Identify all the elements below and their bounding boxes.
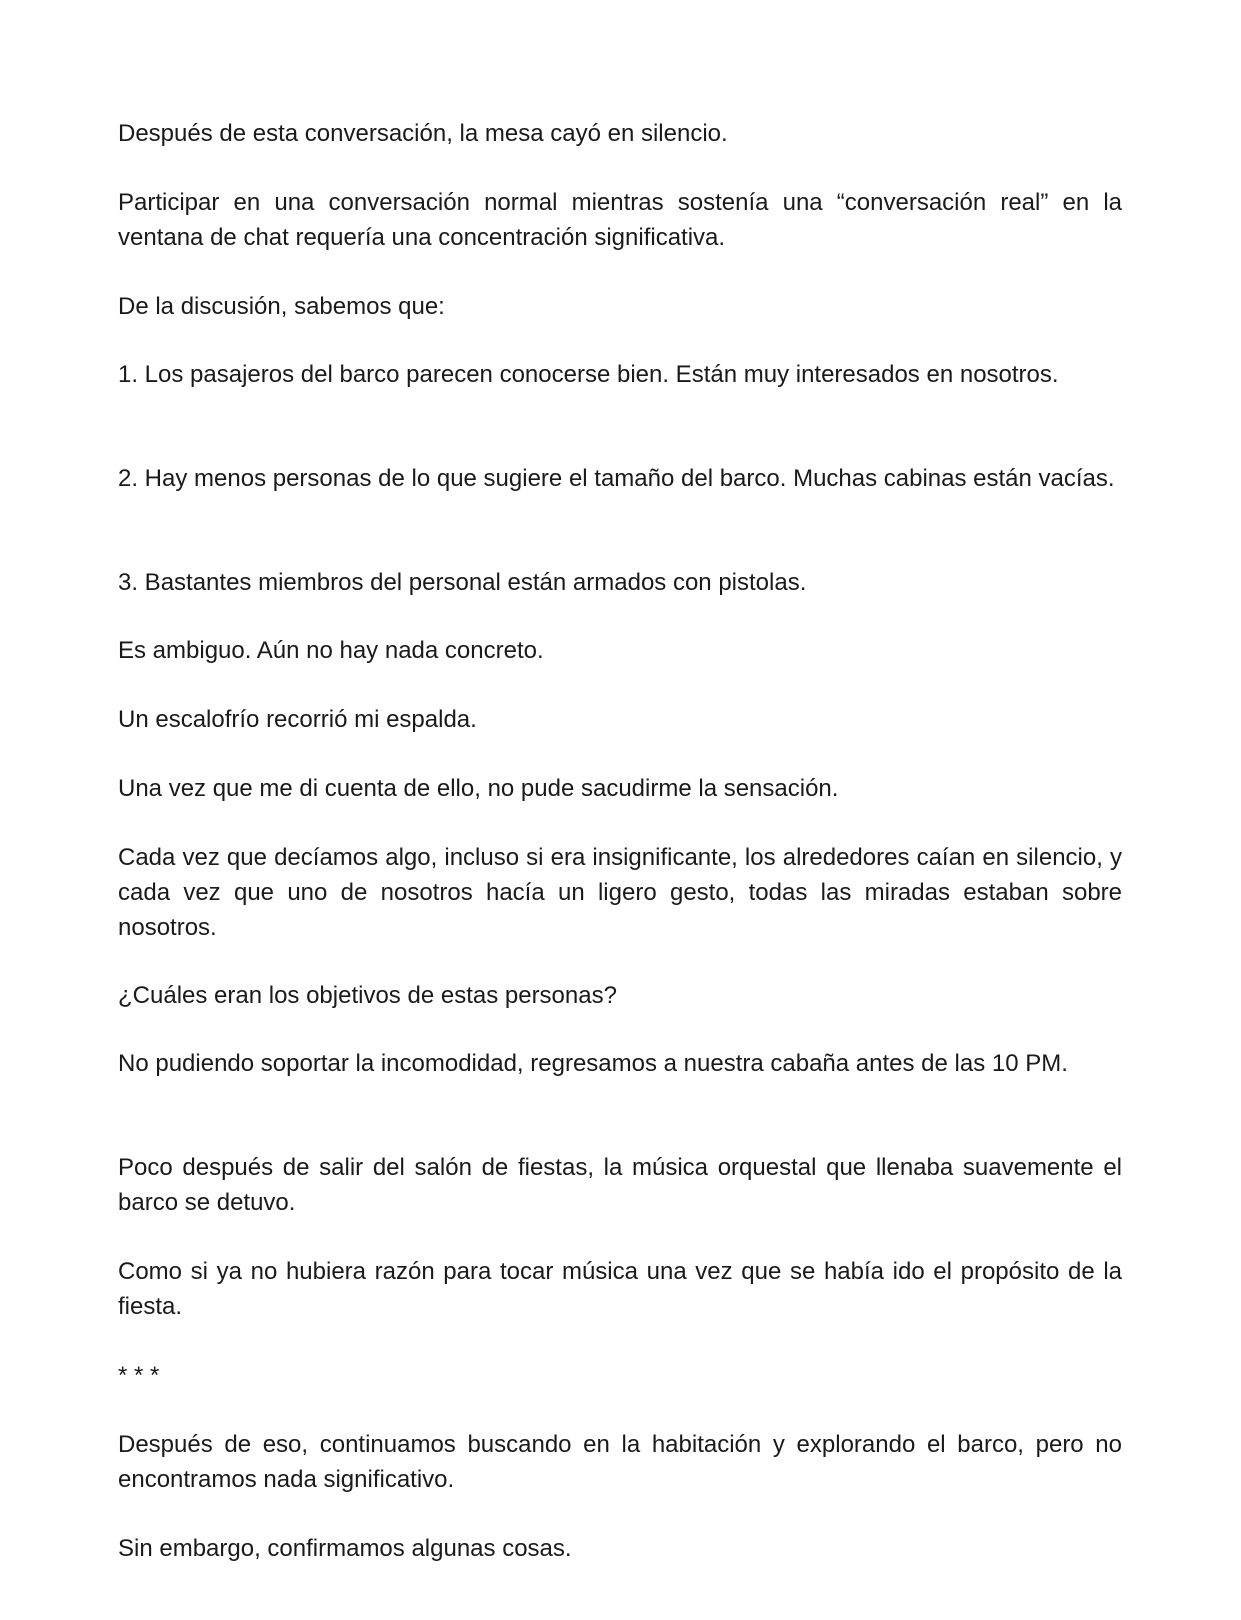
- paragraph: De la discusión, sabemos que:: [118, 293, 445, 320]
- paragraph: Participar en una conversación normal mientras sostenía una “conversación real” en la ventana de chat requería una concentración significativa.: [118, 189, 1122, 251]
- list-item: 2. Hay menos personas de lo que sugiere el tamaño del barco. Muchas cabinas están vacías.: [118, 465, 1115, 492]
- paragraph: ¿Cuáles eran los objetivos de estas personas?: [118, 982, 617, 1009]
- paragraph: Después de esta conversación, la mesa cayó en silencio.: [118, 120, 728, 147]
- paragraph: Un escalofrío recorrió mi espalda.: [118, 706, 477, 733]
- paragraph: Cada vez que decíamos algo, incluso si era insignificante, los alrededores caían en silencio, y cada vez que uno de nosotros hacía un ligero gesto, todas las miradas estaban sobre nosotros.: [118, 844, 1122, 941]
- list-item: 3. Bastantes miembros del personal están armados con pistolas.: [118, 569, 807, 596]
- paragraph: Poco después de salir del salón de fiestas, la música orquestal que llenaba suavemente el barco se detuvo.: [118, 1154, 1122, 1216]
- paragraph: Una vez que me di cuenta de ello, no pude sacudirme la sensación.: [118, 775, 839, 802]
- paragraph: Sin embargo, confirmamos algunas cosas.: [118, 1535, 572, 1562]
- scene-break: * * *: [118, 1362, 160, 1389]
- paragraph: Es ambiguo. Aún no hay nada concreto.: [118, 637, 544, 664]
- list-item: 1. Los pasajeros del barco parecen conocerse bien. Están muy interesados en nosotros.: [118, 361, 1059, 388]
- paragraph: No pudiendo soportar la incomodidad, regresamos a nuestra cabaña antes de las 10 PM.: [118, 1050, 1068, 1077]
- paragraph: Después de eso, continuamos buscando en la habitación y explorando el barco, pero no encontramos nada significativo.: [118, 1431, 1122, 1493]
- paragraph: Como si ya no hubiera razón para tocar música una vez que se había ido el propósito de la fiesta.: [118, 1258, 1122, 1320]
